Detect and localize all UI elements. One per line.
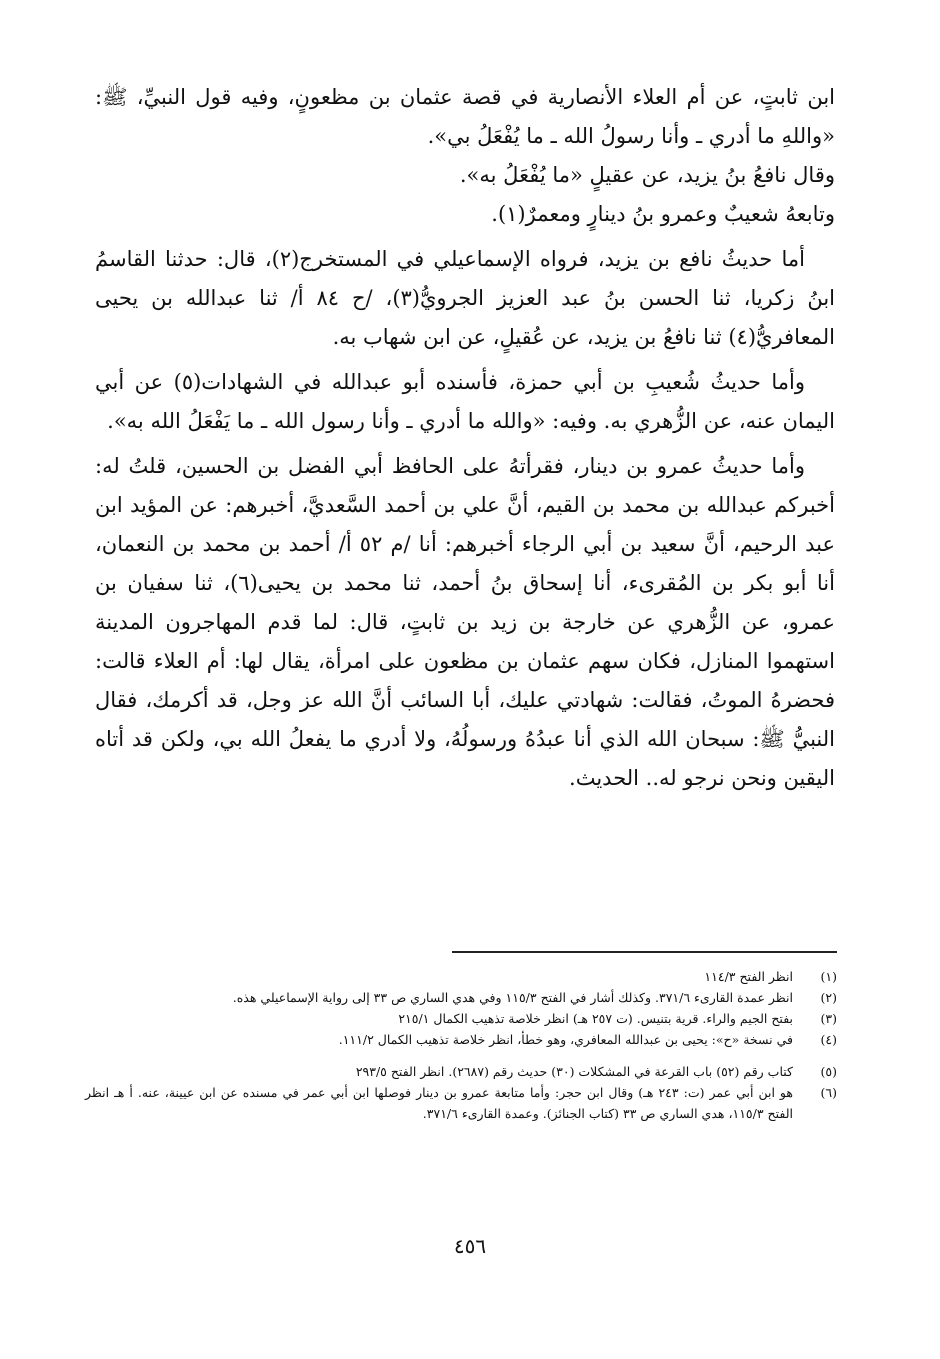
footnote-number: (٤) — [820, 1032, 837, 1047]
paragraph-4: أما حديثُ نافع بن يزيد، فرواه الإسماعيلي في المستخرج(٢)، قال: حدثنا القاسمُ ابنُ زكريا، ثنا الحسن بنُ عبد العزيز الجرويُّ(٣)، /ح ٨٤ أ/ ثنا عبدالله بن يحيى المعافريُّ(٤) ثنا نافعُ بن يزيد، عن عُقيلٍ، عن ابن شهاب به. — [95, 247, 835, 349]
footnote-divider — [452, 951, 837, 953]
paragraph-3: وتابعهُ شعيبٌ وعمرو بنُ دينارٍ ومعمرٌ(١). — [491, 202, 835, 226]
main-text — [95, 78, 835, 798]
footnote — [85, 1008, 837, 1029]
paragraph-1: ابن ثابتٍ، عن أم العلاء الأنصارية في قصة عثمان بن مظعونٍ، وفيه قول النبيِّ، ﷺ: «واللهِ ما أدري ـ وأنا رسولُ الله ـ ما يُفْعَلُ بي». — [95, 85, 835, 148]
footnote — [85, 1082, 837, 1124]
footnote-text: كتاب رقم (٥٢) باب القرعة في المشكلات (٣٠) حديث رقم (٢٦٨٧). انظر الفتح ٢٩٣/٥ — [355, 1064, 793, 1079]
footnotes — [85, 966, 837, 1124]
footnote — [85, 1029, 837, 1050]
page-number: ٤٥٦ — [453, 1234, 487, 1258]
footnote-number: (٢) — [820, 990, 837, 1005]
footnote-text: في نسخة «ح»: يحيى بن عبدالله المعافري، وهو خطأ، انظر خلاصة تذهيب الكمال ١١١/٢. — [338, 1032, 793, 1047]
paragraph-6: وأما حديثُ عمرو بن دينار، فقرأتهُ على الحافظ أبي الفضل بن الحسين، قلتُ له: أخبركم عبدالله بن محمد بن القيم، أنَّ علي بن أحمد السَّعديَّ، أخبرهم: عن المؤيد ابن عبد الرحيم، أنَّ سعيد بن أبي الرجاء أخبرهم: أنا /م ٥٢ أ/ أحمد بن محمد بن النعمان، أنا أبو بكر بن المُقرىء، أنا إسحاق بنُ أحمد، ثنا محمد بن يحيى(٦)، ثنا سفيان بن عمرو، عن الزُّهري عن خارجة بن زيد بن ثابتٍ، قال: لما قدم المهاجرون المدينة استهموا المنازل، فكان سهم عثمان بن مظعون على امرأة، يقال لها: أم العلاء قالت: فحضرهُ الموتُ، فقالت: شهادتي عليك، أبا السائب أنَّ الله عز وجل، قد أكرمك، فقال النبيُّ ﷺ: سبحان الله الذي أنا عبدُهُ ورسولُهُ، ولا أدري ما يفعلُ الله بي، ولكن قد أتاه اليقين ونحن نرجو له.. الحديث. — [95, 454, 835, 790]
footnote-text: انظر الفتح ١١٤/٣ — [704, 969, 793, 984]
footnote-number: (٦) — [820, 1085, 837, 1100]
footnote — [85, 987, 837, 1008]
footnote — [85, 1061, 837, 1082]
footnote-number: (١) — [820, 969, 837, 984]
paragraph-5: وأما حديثُ شُعيبِ بن أبي حمزة، فأسنده أبو عبدالله في الشهادات(٥) عن أبي اليمان عنه، عن الزُّهري به. وفيه: «والله ما أدري ـ وأنا رسول الله ـ ما يَفْعَلُ الله به». — [95, 370, 835, 433]
footnote-text: انظر عمدة القارىء ٣٧١/٦. وكذلك أشار في الفتح ١١٥/٣ وفي هدي الساري ص ٣٣ إلى رواية الإسماعيلي هذه. — [232, 990, 793, 1005]
footnote-number: (٣) — [820, 1011, 837, 1026]
footnote-text: هو ابن أبي عمر (ت: ٢٤٣ هـ) وقال ابن حجر: وأما متابعة عمرو بن دينار فوصلها ابن أبي عمر في مسنده عن ابن عيينة، عنه. أ هـ انظر الفتح ١١٥/٣، هدي الساري ص ٣٣ (كتاب الجنائز). وعمدة القارىء ٣٧١/٦. — [85, 1085, 793, 1121]
paragraph-2: وقال نافعُ بنُ يزيد، عن عقيلٍ «ما يُفْعَلُ به». — [459, 163, 835, 187]
footnote-text: بفتح الجيم والراء. قرية بتنيس. (ت ٢٥٧ هـ) انظر خلاصة تذهيب الكمال ٢١٥/١ — [398, 1011, 793, 1026]
footnote — [85, 966, 837, 987]
footnote-number: (٥) — [820, 1064, 837, 1079]
